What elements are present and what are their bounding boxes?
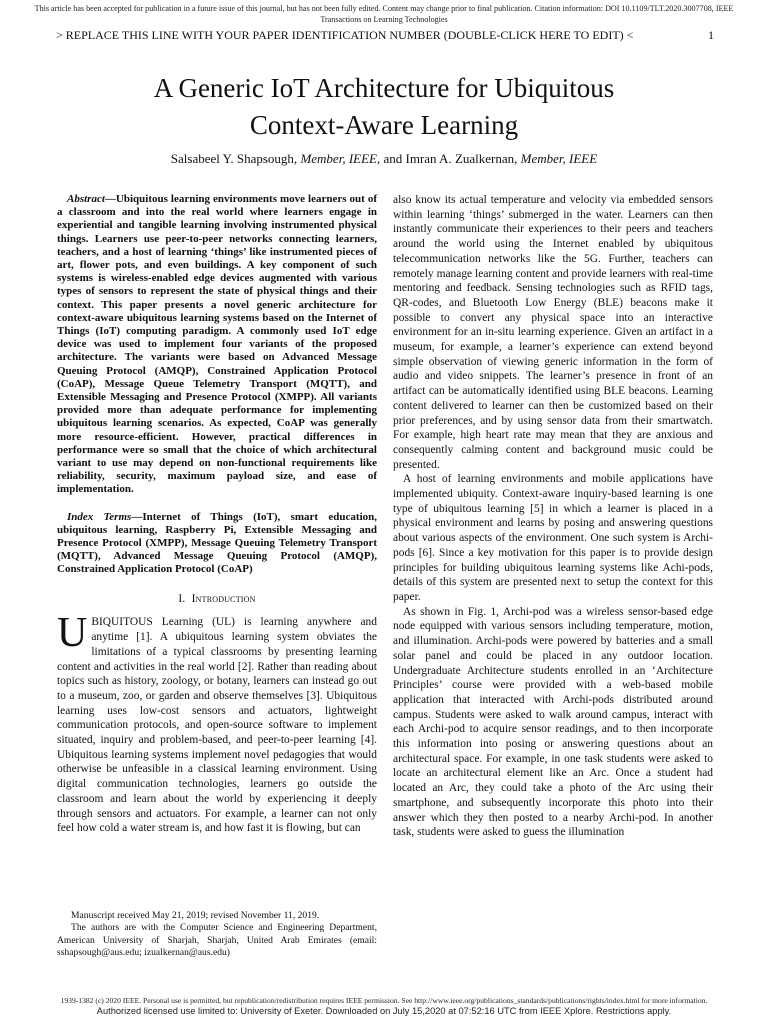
copyright-line: 1939-1382 (c) 2020 IEEE. Personal use is permitted, but republication/redistribution requires IEEE permission. See http://www.ieee.org/publications_standards/publications/rights/index.html for more information. bbox=[60, 996, 708, 1005]
author-1: Salsabeel Y. Shapsough, bbox=[170, 151, 298, 166]
section-heading bbox=[57, 592, 377, 607]
drop-cap: U bbox=[57, 610, 88, 657]
index-terms-label: Index Terms bbox=[67, 510, 132, 523]
abstract bbox=[57, 193, 377, 497]
right-column bbox=[393, 193, 713, 840]
intro-first-word: BIQUITOUS bbox=[91, 616, 153, 629]
author-1-role: Member, IEEE bbox=[300, 151, 377, 166]
notice-line-1: This article has been accepted for publication in a future issue of this journal, but has not been fully edited. Content may change prior to final publication. Citation information: DOI 10.1109/TLT.2020.3007708, IEEE bbox=[34, 4, 734, 13]
footnote-line-1: Manuscript received May 21, 2019; revised November 11, 2019. bbox=[71, 910, 320, 921]
author-line bbox=[40, 151, 728, 167]
running-header bbox=[56, 28, 714, 43]
right-paragraph-2: A host of learning environments and mobile applications have implemented ubiquity. Context-aware inquiry-based learning is one type of ubiquitous learning [5] in which a learner is placed in a physical environment and learns by posing and answering questions about various aspects of the environment. One such system is Archi-pods [6]. Since a key motivation for this paper is to provide design principles for building ubiquitous learning systems like Achi-pods, details of this system are presented next to setup the context for this paper. bbox=[393, 473, 713, 603]
section-number: I. bbox=[178, 592, 186, 605]
footnote bbox=[57, 910, 377, 959]
license-line: Authorized licensed use limited to: University of Exeter. Downloaded on July 15,2020 at 07:52:16 UTC from IEEE Xplore. Restrictions apply. bbox=[96, 1006, 672, 1016]
right-paragraph-1: also know its actual temperature and velocity via embedded sensors within learning ‘things’ submerged in the water. Learners can then instantly communicate their experiences to their peers and teachers around the world using the Internet enabled by ubiquitous telecommunication networks like the 5G. Further, teachers can remotely manage learning content and provide learners with real-time mentoring and feedback. Sensing technologies such as RFID tags, QR-codes, and Bluetooth Low Energy (BLE) beacons make it possible to convert any physical space into an interactive environment for an in-situ learning experience. Given an artifact in a museum, for example, a learner’s experience can extend beyond simple observation of viewing generic information in the form of audio and video snippets. The learner’s presence in front of an artifact can be automatically identified using BLE beacons. Learning content delivered to learner can then be customized based on their prior preferences, and by using sensor data from their smartwatch. For example, high heart rate may mean that they are anxious and consequently calming content and background music could be presented. bbox=[393, 194, 713, 471]
title-line-1: A Generic IoT Architecture for Ubiquitous bbox=[153, 73, 615, 103]
abstract-label: Abstract bbox=[67, 193, 105, 205]
abstract-text: Ubiquitous learning environments move learners out of a classroom and into the real world where learners engage in experiential and tangible learning involving instrumented physical things. Learners use peer-to-peer networks connecting learners, teachers, and a host of learning ‘things’ like instrumented pieces of art, flower pots, and even buildings. A key component of such systems is wireless-enabled edge devices augmented with various types of sensors to represent the state of physical things and their context. This paper presents a novel generic architecture for context-aware ubiquitous learning systems based on the Internet of Things (IoT) computing paradigm. A commonly used IoT edge device was used to implement four variants of the proposed architecture. The variants were based on Advanced Message Queuing Protocol (AMQP), Constrained Application Protocol (CoAP), Message Queue Telemetry Transport (MQTT), and Extensible Messaging and Presence Protocol (XMPP). All variants provided more than adequate performance for implementing ubiquitous learning scenarios. As expected, CoAP was generally more resource-efficient. However, practical differences in performance were so small that the choice of which architectural variant to use may depend on non-functional requirements like reliability, security, maximum payload size, and ease of implementation. bbox=[57, 193, 377, 496]
title-line-2: Context-Aware Learning bbox=[249, 110, 519, 140]
notice-line-2: Transactions on Learning Technologies bbox=[320, 15, 448, 24]
header-text: > REPLACE THIS LINE WITH YOUR PAPER IDENTIFICATION NUMBER (DOUBLE-CLICK HERE TO EDIT) < bbox=[56, 28, 634, 42]
publication-notice bbox=[20, 3, 748, 25]
abstract-dash: — bbox=[104, 193, 116, 205]
right-paragraph-3: As shown in Fig. 1, Archi-pod was a wireless sensor-based edge node equipped with various sensors including temperature, motion, and illumination. Archi-pods were powered by batteries and a small solar panel and could be placed in any outdoor location. Undergraduate Architecture students enrolled in an ‘Architecture Principles’ course were provided with a web-based mobile application that interacted with Archi-pods distributed around campus. Students were asked to walk around campus, interact with each Archi-pod to acquire sensor readings, and to then incorporate this information into posing or answering questions about an architectural space. For example, in one task students were asked to locate an architectural element like an Arc. Once a student had located an Arc, they could take a photo of the Arc using their smartphone, and subsequently incorporate this photo into their answer which they then posted to a nearby Archi-pod. In another task, students were asked to guess the illumination bbox=[393, 605, 713, 839]
intro-text: Learning (UL) is learning anywhere and anytime [1]. A ubiquitous learning system obviates the limitations of a typical classrooms by presenting learning content and activities in the real world [2]. Rather than reading about topics such as history, zoology, or botany, learners can instead go out to a museum, zoo, or garden and observe themselves [3]. Ubiquitous learning uses low-cost sensors and actuators, lightweight communication protocols, and open-source software to implement situated, inquiry and problem-based, and peer-to-peer learning [4]. Ubiquitous learning systems implement novel pedagogies that would otherwise be unfeasible in a classical learning environment. Using digital communication technologies, learners go outside the classroom and learn about the world by experiencing it deeply through sensors and actuators. For example, a learner can not only feel how cold a water stream is, and how fast it is flowing, but can bbox=[57, 616, 377, 835]
page-number: 1 bbox=[708, 28, 714, 42]
footnote-line-2: The authors are with the Computer Science and Engineering Department, American University of Sharjah, Sharjah, United Arab Emirates (email: sshapsough@aus.edu; izualkernan@aus.edu) bbox=[57, 922, 377, 958]
author-2-role: Member, IEEE bbox=[520, 151, 598, 166]
author-connector: , and Imran A. Zualkernan, bbox=[376, 151, 518, 166]
index-terms-text: Internet of Things (IoT), smart education, ubiquitous learning, Raspberry Pi, Extensible Messaging and Presence Protocol (XMPP), Message Queuing Telemetry Transport (MQTT), Advanced Message Queuing Protocol (AMQP), Constrained Application Protocol (CoAP) bbox=[57, 510, 377, 576]
paper-title bbox=[40, 70, 728, 144]
index-terms-dash: — bbox=[131, 510, 143, 523]
intro-paragraph bbox=[57, 610, 377, 836]
left-column bbox=[57, 193, 377, 836]
index-terms bbox=[57, 511, 377, 577]
section-title-text: Introduction bbox=[191, 592, 256, 605]
